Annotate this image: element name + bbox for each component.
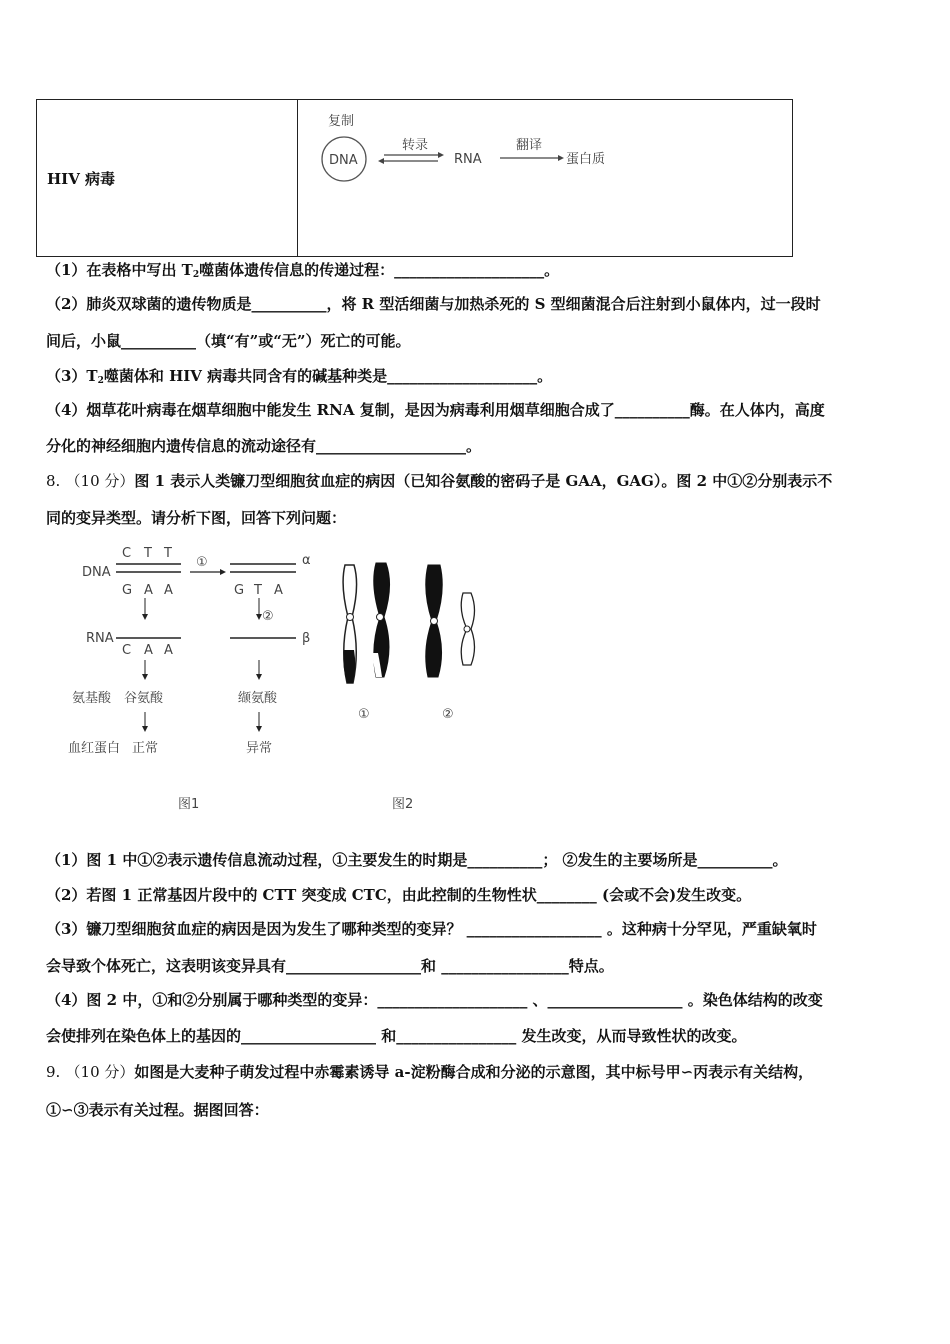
fig1-bottom-base-1: G [122,583,133,598]
q7-part3-sub: 2 [97,376,104,386]
fig1-bottom-base-3: A [164,583,173,598]
hiv-row-label: HIV 病毒 [37,100,298,257]
fig1-arrowhead-dna-rna [142,614,148,620]
fig1-hb-normal: 正常 [132,741,159,756]
fig1-amino-mutant: 缬氨酸 [238,691,278,706]
centromere-1a [347,614,354,621]
fig2-caption: 图2 [392,797,414,812]
q8-part4-b: 会使排列在染色体上的基因的__________________ 和________________ 发生改变，从而导致性状的改变。 [46,1027,747,1045]
fig1-arrowhead-mutant-aa [256,674,262,680]
q9-number: 9. [46,1063,61,1081]
fig1-rna-base-2: A [144,643,153,658]
q7-part2-b: 间后，小鼠__________（填“有”或“无”）死亡的可能。 [46,332,411,350]
fig1-amino-normal: 谷氨酸 [124,691,164,706]
q7-part1-sub: 2 [192,270,200,280]
q7-part4-b: 分化的神经细胞内遗传信息的流动途径有____________________。 [46,437,482,455]
q7-part3-b: 噬菌体和 HIV 病毒共同含有的碱基种类是____________________。 [103,367,553,385]
q8-stem-b: 同的变异类型。请分析下图，回答下列问题： [46,509,347,527]
q7-part1 [46,260,559,285]
fig1-alpha: α [302,553,311,568]
transcription-label: 转录 [402,138,429,153]
reverse-transcription-arrowhead [378,158,384,164]
fig2-label-1: ① [358,707,370,722]
q7-part4-a: （4）烟草花叶病毒在烟草细胞中能发生 RNA 复制，是因为病毒利用烟草细胞合成了__________酶。在人体内，高度 [46,401,825,419]
chromosome-pair-2 [426,565,475,677]
q7-part2-a: （2）肺炎双球菌的遗传物质是__________，将 R 型活细菌与加热杀死的 S 型细菌混合后注射到小鼠体内，过一段时 [46,295,821,313]
fig1-top-base-3: T [164,546,172,561]
q9-score: （10 分） [65,1063,135,1081]
q8-stem-a [46,471,832,491]
q7-part3-a: （3）T [46,367,98,385]
rna-node: RNA [454,152,482,167]
q8-score: （10 分） [65,472,135,490]
transcription-arrowhead [438,152,444,158]
fig1-rna-label: RNA [86,631,114,646]
hiv-flow-cell [298,100,793,257]
centromere-1b [377,614,384,621]
q8-part3-a: （3）镰刀型细胞贫血症的病因是因为发生了哪种类型的变异？ __________________ 。这种病十分罕见，严重缺氧时 [46,920,817,938]
q8-stem-a-text: 图 1 表示人类镰刀型细胞贫血症的病因（已知谷氨酸的密码子是 GAA，GAG）。图 2 中①②分别表示不 [134,472,833,490]
fig1-caption: 图1 [178,797,200,812]
fig1-arrowhead-aa-hb [142,726,148,732]
fig1-mutation-marker: ① [196,555,208,570]
fig1-beta: β [302,631,311,646]
q7-part3 [46,366,552,391]
replication-label: 复制 [328,114,355,129]
fig1-arrowhead-mutant-hb [256,726,262,732]
fig1-top-base-2: T [144,546,152,561]
fig2-label-2: ② [442,707,454,722]
chromosome-1a-band [343,650,355,683]
fig1-dna-label: DNA [82,565,111,580]
q7-part1-a: （1）在表格中写出 T [46,261,193,279]
fig1-arrowhead-rna-aa [142,674,148,680]
q8-part3-b: 会导致个体死亡，这表明该变异具有__________________和 _________________特点。 [46,957,614,975]
hiv-table [36,99,793,257]
fig1-hb-label: 血红蛋白 [68,741,121,756]
q8-number: 8. [46,472,61,490]
fig1-hb-mutant: 异常 [246,741,273,756]
fig1-rna-base-1: C [122,643,132,658]
hiv-flow-diagram [310,103,630,203]
fig1-mutant-base-3: A [274,583,283,598]
centromere-2b [464,626,470,632]
fig1-top-base-1: C [122,546,132,561]
protein-node: 蛋白质 [566,152,606,167]
centromere-2a [431,618,438,625]
translation-arrowhead [558,155,564,161]
q9-stem-a [46,1062,813,1082]
q8-part2: （2）若图 1 正常基因片段中的 CTT 突变成 CTC，由此控制的生物性状________ (会或不会)发生改变。 [46,886,752,904]
q9-stem-a-text: 如图是大麦种子萌发过程中赤霉素诱导 a-淀粉酶合成和分泌的示意图，其中标号甲∽丙表示有关结构， [134,1063,814,1081]
fig1-mutant-base-2: T [254,583,262,598]
q8-part4-a: （4）图 2 中，①和②分别属于哪种类型的变异：____________________ 、__________________ 。染色体结构的改变 [46,991,823,1009]
figure-1-sickle-cell [66,540,326,830]
q9-stem-b: ①∽③表示有关过程。据图回答： [46,1101,269,1119]
q7-part1-b: 噬菌体遗传信息的传递过程：____________________。 [199,261,560,279]
fig1-mutation-arrowhead [220,569,226,575]
translation-label: 翻译 [516,138,543,153]
chromosome-pair-1 [343,563,389,683]
fig1-bottom-base-2: A [144,583,153,598]
fig1-rna-base-3: A [164,643,173,658]
fig1-mutant-base-1: G [234,583,245,598]
figure-2-chromosomes [330,555,500,825]
fig1-amino-label: 氨基酸 [72,691,112,706]
fig1-step2-marker: ② [262,609,274,624]
dna-node: DNA [329,153,358,168]
q8-part1: （1）图 1 中①②表示遗传信息流动过程，①主要发生的时期是__________； ②发生的主要场所是__________。 [46,851,788,869]
